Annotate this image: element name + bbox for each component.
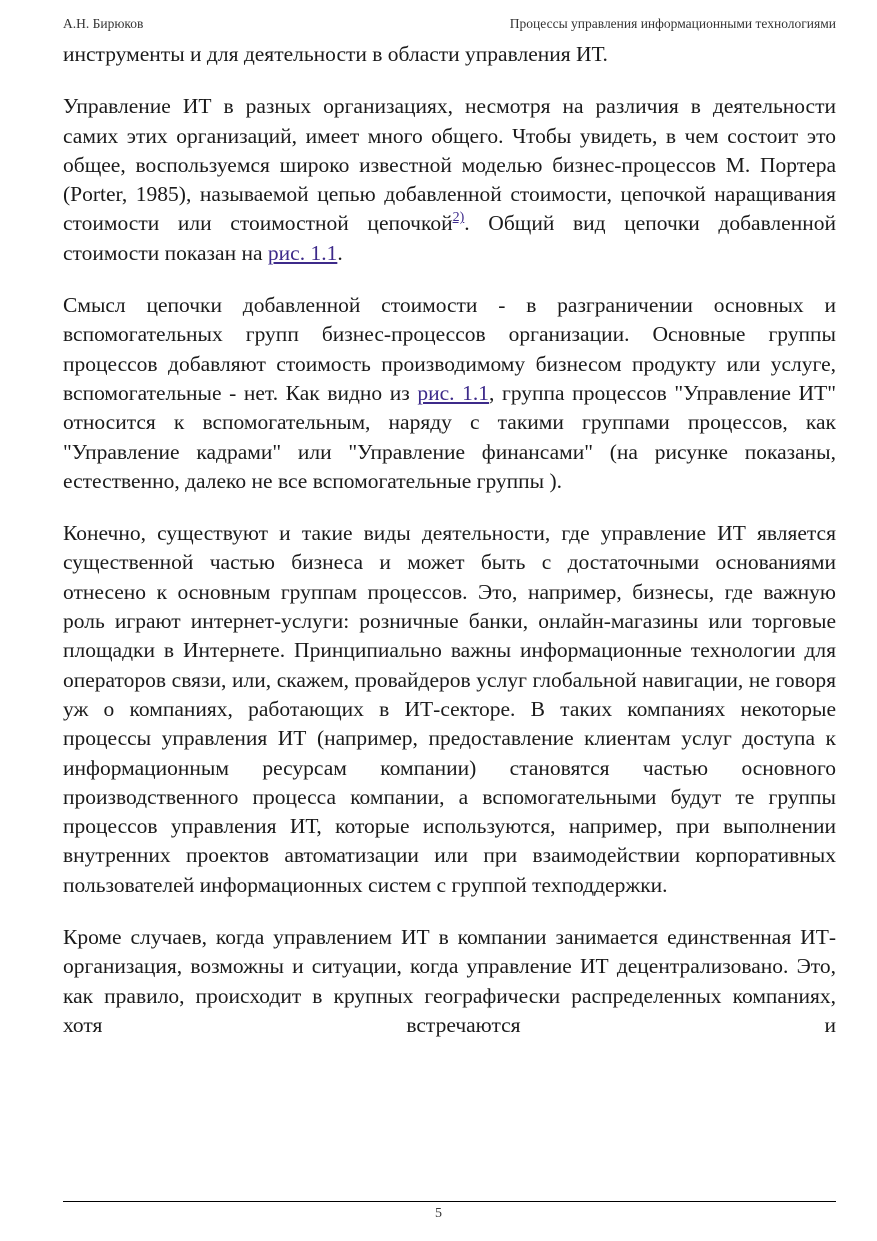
- paragraph-value-chain-intro: [63, 92, 836, 268]
- paragraph-text: Управление ИТ в разных организациях, несмотря на различия в деятельности самих этих организаций, имеет много общего. Чтобы увидеть, в чем состоит это общее, воспользуемся широко известной моделью бизнес-процессов М. Портера (Porter, 1985), называемой цепью добавленной стоимости, цепочкой наращивания стоимости или стоимостной цепочкой: [63, 94, 836, 236]
- paragraph-decentralized-it: Кроме случаев, когда управлением ИТ в компании занимается единственная ИТ-организация, возможны и ситуации, когда управление ИТ децентрализовано. Это, как правило, происходит в крупных географически распределенных компаниях, хотя встречаются и: [63, 925, 836, 1037]
- figure-link-1-1[interactable]: рис. 1.1: [417, 380, 490, 405]
- header-author: А.Н. Бирюков: [63, 16, 144, 31]
- paragraph-value-chain-meaning: [63, 291, 836, 496]
- header-title: Процессы управления информационными технологиями: [509, 16, 836, 31]
- paragraph-core-it-business: Конечно, существуют и такие виды деятельности, где управление ИТ является существенной частью бизнеса и может быть с достаточными основаниями отнесено к основным группам процессов. Это, например, бизнесы, где важную роль играют интернет-услуги: розничные банки, онлайн-магазины или торговые площадки в Интернете. Принципиально важны информационные технологии для операторов связи, или, скажем, провайдеров услуг глобальной навигации, не говоря уж о компаниях, работающих в ИТ-секторе. В таких компаниях некоторые процессы управления ИТ (например, предоставление клиентам услуг доступа к информационным ресурсам компании) становятся частью основного производственного процесса компании, а вспомогательными будут те группы процессов управления ИТ, которые используются, например, при выполнении внутренних проектов автоматизации или при взаимодействии корпоративных пользователей информационных систем с группой техподдержки.: [63, 521, 836, 897]
- footer-divider: [63, 1201, 836, 1202]
- footnote-marker: [453, 210, 465, 225]
- paragraph-text: . Общий вид цепочки добавленной стоимости показан на: [63, 211, 836, 265]
- paragraph-continuation: инструменты и для деятельности в области управления ИТ.: [63, 42, 608, 66]
- footnote-link[interactable]: 2): [452, 210, 465, 226]
- paragraph-text: Смысл цепочки добавленной стоимости - в разграничении основных и вспомогательных групп бизнес-процессов организации. Основные группы процессов добавляют стоимость производимому бизнесом продукту или услуге, вспомогательные - нет. Как видно из: [63, 293, 836, 405]
- paragraph-text: , группа процессов "Управление ИТ" относится к вспомогательным, наряду с такими группами процессов, как "Управление кадрами" или "Управление финансами" (на рисунке показаны, естественно, далеко не все вспомогательные группы ).: [63, 380, 836, 493]
- figure-link-1-1[interactable]: рис. 1.1: [267, 240, 338, 265]
- page-content: [63, 40, 836, 1040]
- paragraph-text: .: [337, 240, 343, 265]
- page-header: [63, 16, 836, 36]
- page-number: 5: [435, 1206, 442, 1221]
